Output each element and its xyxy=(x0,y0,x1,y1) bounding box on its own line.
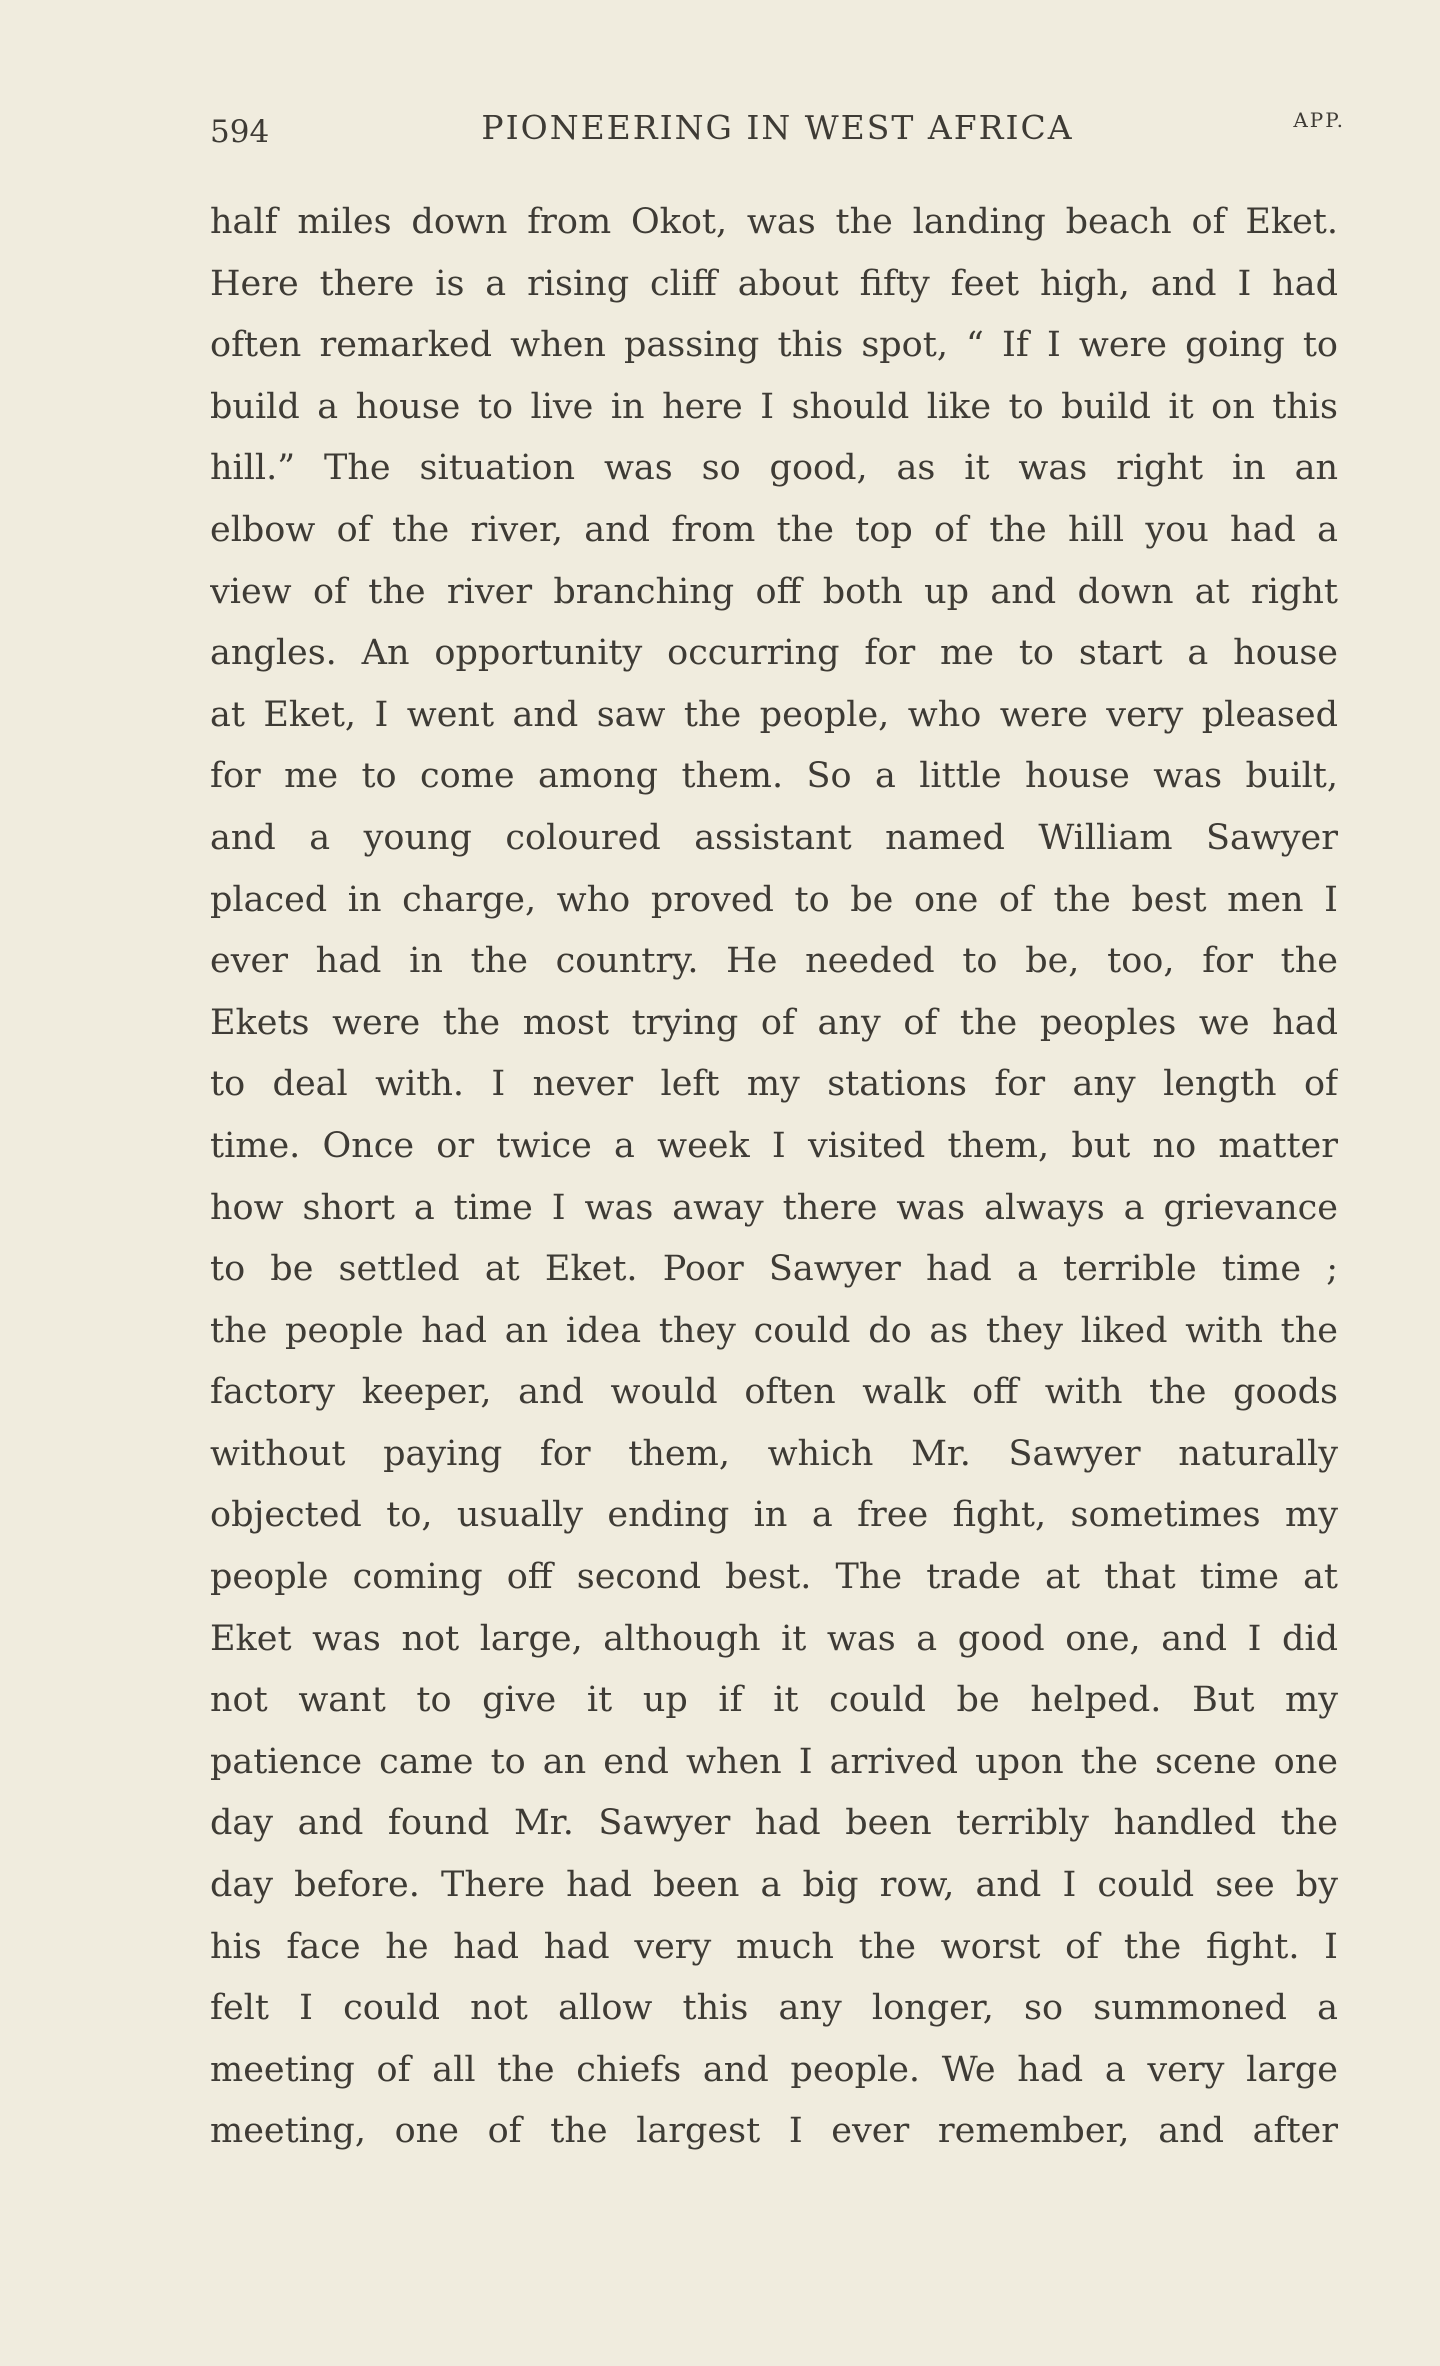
text-line: his face he had had very much the worst of the fight. I xyxy=(210,1926,1338,1967)
text-line: Here there is a rising cliff about fifty feet high, and I had xyxy=(210,263,1338,304)
page-number: 594 xyxy=(210,114,270,150)
text-line: people coming off second best. The trade at that time at xyxy=(210,1557,1338,1598)
text-line: felt I could not allow this any longer, so summoned a xyxy=(210,1988,1338,2029)
text-line: build a house to live in here I should like to build it on this xyxy=(210,386,1338,427)
running-title: PIONEERING IN WEST AFRICA xyxy=(481,108,1074,147)
text-line: objected to, usually ending in a free fight, sometimes my xyxy=(210,1495,1338,1536)
text-line: often remarked when passing this spot, “ If I were going to xyxy=(210,325,1338,366)
text-line: and a young coloured assistant named William Sawyer xyxy=(210,817,1338,858)
text-line: half miles down from Okot, was the landing beach of Eket. xyxy=(210,202,1338,242)
text-line: ever had in the country. He needed to be, too, for the xyxy=(210,941,1338,982)
text-line: patience came to an end when I arrived upon the scene one xyxy=(210,1741,1338,1782)
text-line: meeting, one of the largest I ever remember, and after xyxy=(210,2111,1338,2152)
text-line: to deal with. I never left my stations for any length of xyxy=(210,1064,1338,1105)
running-head xyxy=(210,108,1345,158)
text-line: factory keeper, and would often walk off with the goods xyxy=(210,1372,1338,1413)
text-line: day before. There had been a big row, and I could see by xyxy=(210,1865,1338,1906)
text-line: Eket was not large, although it was a good one, and I did xyxy=(210,1618,1338,1659)
text-line: elbow of the river, and from the top of the hill you had a xyxy=(210,509,1338,550)
text-line: angles. An opportunity occurring for me to start a house xyxy=(210,633,1338,674)
text-line: Ekets were the most trying of any of the peoples we had xyxy=(210,1002,1338,1043)
text-line: day and found Mr. Sawyer had been terribly handled the xyxy=(210,1803,1338,1844)
text-line: meeting of all the chiefs and people. We had a very large xyxy=(210,2049,1338,2090)
text-line: hill.” The situation was so good, as it was right in an xyxy=(210,448,1338,489)
text-line: for me to come among them. So a little house was built, xyxy=(210,756,1338,797)
text-line: how short a time I was away there was always a grievance xyxy=(210,1187,1338,1228)
text-line: placed in charge, who proved to be one of the best men I xyxy=(210,879,1338,920)
text-line: time. Once or twice a week I visited them, but no matter xyxy=(210,1125,1338,1166)
text-line: the people had an idea they could do as they liked with the xyxy=(210,1310,1338,1351)
text-line: not want to give it up if it could be helped. But my xyxy=(210,1680,1338,1721)
section-mark: APP. xyxy=(1293,108,1345,132)
text-line: at Eket, I went and saw the people, who were very pleased xyxy=(210,694,1338,735)
body-text xyxy=(210,192,1338,2163)
text-line: to be settled at Eket. Poor Sawyer had a terrible time ; xyxy=(210,1249,1338,1290)
text-line: view of the river branching off both up and down at right xyxy=(210,571,1338,612)
text-line: without paying for them, which Mr. Sawyer naturally xyxy=(210,1433,1338,1474)
